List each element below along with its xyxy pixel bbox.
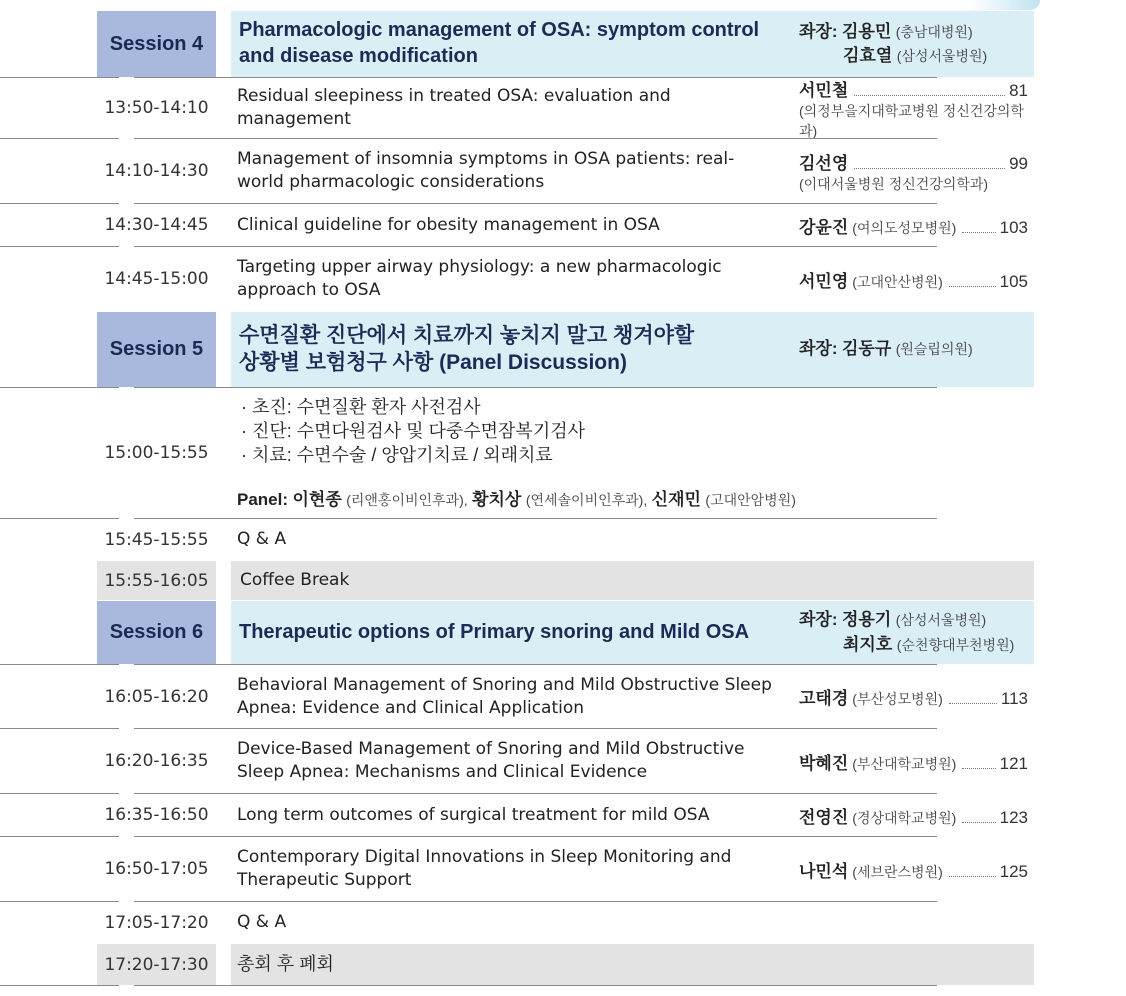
speaker-info: [799, 139, 1028, 203]
session-5-chair: [799, 312, 973, 387]
session-6-header: [97, 601, 1034, 664]
panel-discussion-row: [97, 388, 1034, 518]
topic-item: · 진단: 수면다원검사 및 다중수면잠복기검사: [241, 420, 585, 441]
time-slot: 15:55-16:05: [97, 561, 216, 600]
page-number: 123: [999, 807, 1028, 827]
page-number: 121: [999, 753, 1028, 773]
session-4-title-line1: Pharmacologic management of OSA: symptom control: [239, 19, 760, 42]
panelist-affiliation: (연세솔이비인후과),: [525, 492, 648, 508]
chair-affiliation: (삼성서울병원): [895, 612, 987, 629]
session-4-title: [239, 11, 799, 77]
panel-label: Panel:: [237, 490, 289, 509]
talk-title: Device-Based Management of Snoring and Mild Obstructive Sleep Apnea: Mechanisms and Clinical Evidence: [237, 739, 745, 782]
page-number: 125: [999, 861, 1028, 881]
session-4-chairs: [799, 11, 987, 77]
panelist-affiliation: (고대안암병원): [705, 492, 796, 508]
program-row: [97, 204, 1034, 246]
chair-affiliation: (순천향대부천병원): [896, 636, 1015, 653]
leader-dots: [962, 768, 995, 769]
speaker-name: 나민석: [799, 861, 849, 881]
session-5-label: Session 5: [97, 312, 216, 387]
break-label: Coffee Break: [240, 570, 350, 591]
talk-title: Management of insomnia symptoms in OSA patients: real- world pharmacologic considerations: [237, 149, 735, 192]
speaker-affiliation: (경상대학교병원): [852, 809, 957, 826]
chair-affiliation: (원슬립의원): [895, 341, 973, 358]
panelist-name: 신재민: [651, 490, 701, 509]
speaker-name: 서민영: [799, 271, 849, 291]
speaker-info: [799, 204, 1028, 246]
speaker-info: [799, 665, 1028, 728]
page-number: 81: [1009, 80, 1028, 100]
time-slot: 15:00-15:55: [104, 443, 209, 463]
coffee-break-row: [97, 561, 1034, 600]
leader-dots: [962, 822, 995, 823]
session-5-title-cell: [231, 312, 1034, 387]
panelist-name: 황치상: [472, 490, 522, 509]
speaker-name: 고태경: [799, 689, 849, 708]
session-5-title: [239, 312, 799, 387]
leader-dots: [949, 286, 996, 287]
qa-row: [97, 902, 1034, 943]
time-slot: 16:05-16:20: [104, 686, 209, 707]
page-number: 99: [1009, 153, 1028, 173]
speaker-name: 강윤진: [799, 217, 849, 237]
speaker-info: [799, 729, 1028, 793]
time-slot: 17:05-17:20: [104, 912, 209, 933]
program-row: [97, 665, 1034, 728]
leader-dots: [949, 703, 997, 704]
session-5-title-line1: 수면질환 진단에서 치료까지 놓치지 말고 챙겨야할: [239, 323, 695, 347]
page-number: 103: [999, 217, 1028, 237]
speaker-name: 서민철: [799, 80, 849, 100]
program-row: [97, 139, 1034, 203]
time-slot: 14:10-14:30: [104, 161, 209, 181]
session-6-title-cell: [231, 601, 1034, 664]
talk-title: Long term outcomes of surgical treatment for mild OSA: [237, 804, 710, 825]
session-5-title-line2: 상황별 보험청구 사항 (Panel Discussion): [239, 350, 627, 374]
speaker-affiliation: (부산성모병원): [852, 691, 943, 707]
speaker-info: [799, 247, 1028, 311]
time-slot: 16:50-17:05: [104, 859, 209, 879]
program-row: [97, 729, 1034, 793]
page-number: 105: [999, 271, 1028, 291]
decorative-gradient: [970, 0, 1040, 10]
talk-title: Clinical guideline for obesity management in OSA: [237, 214, 660, 235]
qa-row: [97, 519, 1034, 560]
speaker-affiliation: (세브란스병원): [852, 863, 943, 880]
time-slot: 15:45-15:55: [104, 529, 209, 550]
talk-title: Targeting upper airway physiology: a new pharmacologic approach to OSA: [237, 257, 722, 300]
chair-label: 좌장:: [799, 21, 838, 41]
speaker-name: 김선영: [799, 153, 849, 173]
session-4-title-line2: and disease modification: [239, 45, 478, 67]
session-5-header: [97, 312, 1034, 387]
panelists: [237, 485, 796, 510]
chair-affiliation: (충남대병원): [895, 23, 973, 40]
closing-row: [97, 944, 1034, 985]
time-slot: 17:20-17:30: [97, 944, 216, 985]
session-4-title-cell: [231, 11, 1034, 77]
time-slot: 14:30-14:45: [104, 215, 209, 235]
page-number: 113: [1000, 689, 1028, 708]
panelist-name: 이현종: [292, 490, 342, 509]
qa-label: Q & A: [237, 529, 287, 550]
chair-name: 김효열: [843, 46, 893, 65]
chair-label: 좌장:: [799, 610, 838, 630]
session-6-chairs: [799, 601, 1014, 664]
session-6-label: Session 6: [97, 601, 216, 664]
speaker-info: [799, 78, 1028, 138]
panelist-affiliation: (리앤홍이비인후과),: [346, 492, 468, 508]
leader-dots: [962, 232, 995, 233]
speaker-info: [799, 794, 1028, 836]
speaker-affiliation: (의정부을지대학교병원 정신건강의학과): [799, 102, 1024, 139]
program-row: [97, 794, 1034, 836]
leader-dots: [854, 95, 1005, 96]
session-6-title: Therapeutic options of Primary snoring and Mild OSA: [239, 620, 750, 643]
speaker-affiliation: (고대안산병원): [852, 273, 943, 290]
leader-dots: [949, 876, 996, 877]
speaker-affiliation: (여의도성모병원): [852, 219, 957, 236]
topic-item: · 초진: 수면질환 환자 사전검사: [241, 397, 481, 417]
program-row: [97, 78, 1034, 138]
talk-title: Contemporary Digital Innovations in Sleep Monitoring and Therapeutic Support: [237, 847, 732, 890]
topic-list: [241, 396, 585, 468]
time-slot: 13:50-14:10: [104, 98, 209, 118]
session-4-label: Session 4: [97, 11, 216, 77]
chair-label: 좌장:: [799, 339, 838, 359]
chair-name: 김동규: [841, 339, 892, 359]
chair-name: 정용기: [841, 610, 892, 630]
program-row: [97, 837, 1034, 901]
time-slot: 16:35-16:50: [104, 805, 209, 825]
talk-title: Residual sleepiness in treated OSA: evaluation and management: [237, 86, 671, 129]
speaker-affiliation: (부산대학교병원): [852, 755, 957, 772]
time-slot: 16:20-16:35: [104, 751, 209, 771]
program-row: [97, 247, 1034, 311]
closing-label: 총회 후 폐회: [237, 954, 334, 975]
speaker-name: 박혜진: [799, 753, 849, 773]
chair-name: 최지호: [843, 634, 893, 654]
talk-title: Behavioral Management of Snoring and Mild Obstructive Sleep Apnea: Evidence and Clinical Application: [237, 674, 772, 718]
leader-dots: [854, 168, 1005, 169]
chair-name: 김용민: [841, 21, 892, 41]
session-4-header: [97, 11, 1034, 77]
topic-item: · 치료: 수면수술 / 양압기치료 / 외래치료: [241, 444, 553, 465]
chair-affiliation: (삼성서울병원): [896, 48, 988, 64]
time-slot: 14:45-15:00: [104, 269, 209, 289]
speaker-affiliation: (이대서울병원 정신건강의학과): [799, 175, 989, 192]
qa-label: Q & A: [237, 912, 287, 933]
speaker-name: 전영진: [799, 807, 849, 827]
speaker-info: [799, 837, 1028, 901]
